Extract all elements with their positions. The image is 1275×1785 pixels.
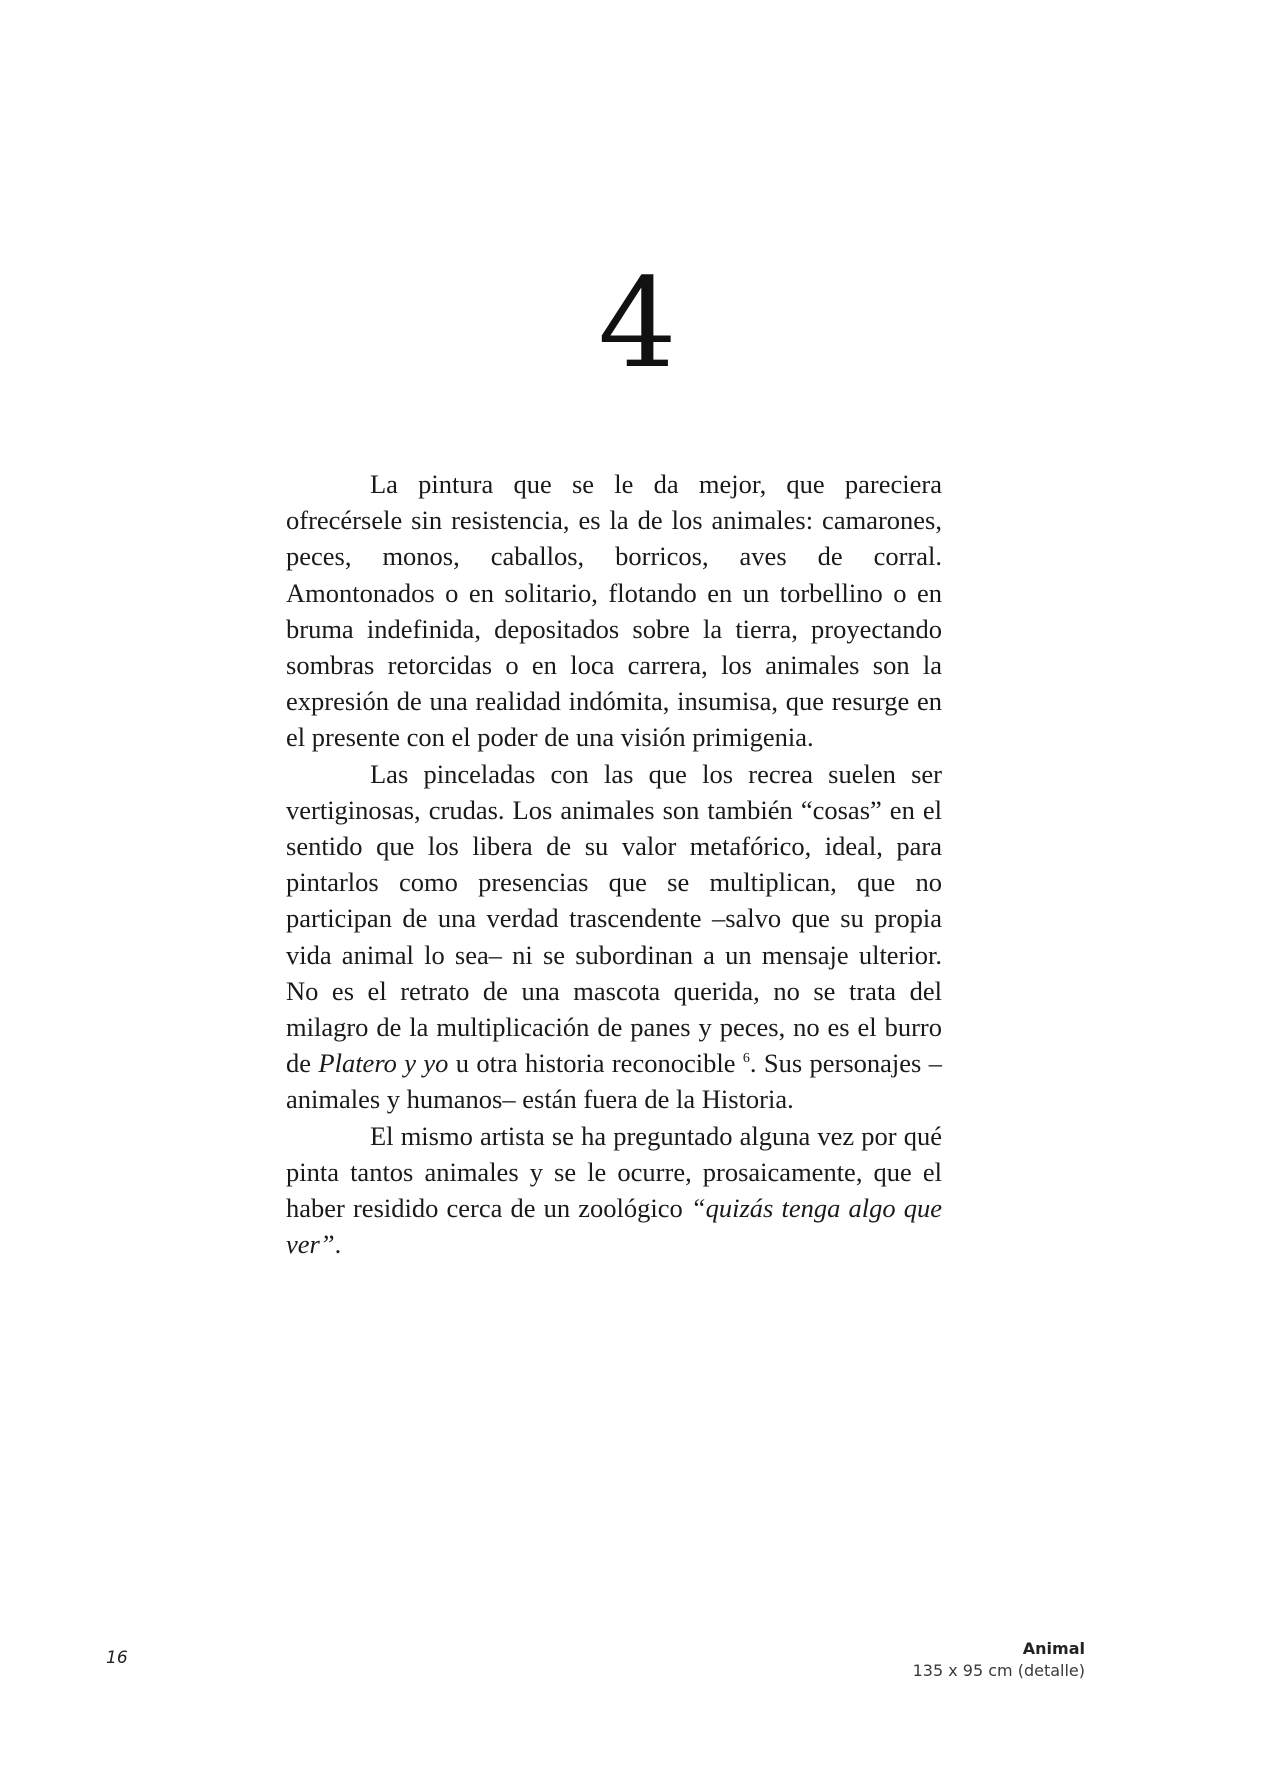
paragraph-1	[286, 466, 942, 756]
chapter-number: 4	[598, 252, 677, 396]
artist-quote: “quizás tenga algo que ver”	[286, 1193, 943, 1260]
paragraph-2-text-start: Las pinceladas con las que los recrea suelen ser vertiginosas, crudas. Los animales son también “cosas” en el sentido que los libera de su valor metafórico, ideal, para pintarlos como presencias que se multiplican, que no participan de una verdad trascendente –salvo que su propia vida animal lo sea– ni se subordinan a un mensaje ulterior. No es el retrato de una mascota querida, no se trata del milagro de la multiplicación de panes y peces, no es el burro de	[286, 758, 942, 1079]
book-title: Platero y yo	[318, 1048, 449, 1079]
paragraph-2	[286, 756, 942, 1118]
paragraph-2-text-end: . Sus personajes –animales y humanos– están fuera de la Historia.	[286, 1048, 942, 1115]
paragraph-1-text: La pintura que se le da mejor, que pareciera ofrecérsele sin resistencia, es la de los animales: camarones, peces, monos, caballos, borricos, aves de corral. Amontonados o en solitario, flotando en un torbellino o en bruma indefinida, depositados sobre la tierra, proyectando sombras retorcidas o en loca carrera, los animales son la expresión de una realidad indómita, insumisa, que resurge en el presente con el poder de una visión primigenia.	[286, 469, 942, 753]
footnote-reference: 6	[742, 1051, 750, 1067]
page-number: 16	[106, 1648, 128, 1668]
paragraph-3-text-start: El mismo artista se ha preguntado alguna vez por qué pinta tantos animales y se le ocurre, prosaicamente, que el haber residido cerca de un zoológico	[286, 1120, 942, 1224]
paragraph-2-text-middle: u otra historia reconocible	[448, 1048, 736, 1079]
artwork-dimensions: 135 x 95 cm (detalle)	[912, 1661, 1085, 1680]
paragraph-3-text-end: .	[334, 1229, 342, 1260]
artwork-title: Animal	[1022, 1639, 1085, 1658]
body-text	[286, 466, 942, 1262]
paragraph-3	[286, 1118, 942, 1263]
artwork-caption	[913, 1638, 1085, 1682]
